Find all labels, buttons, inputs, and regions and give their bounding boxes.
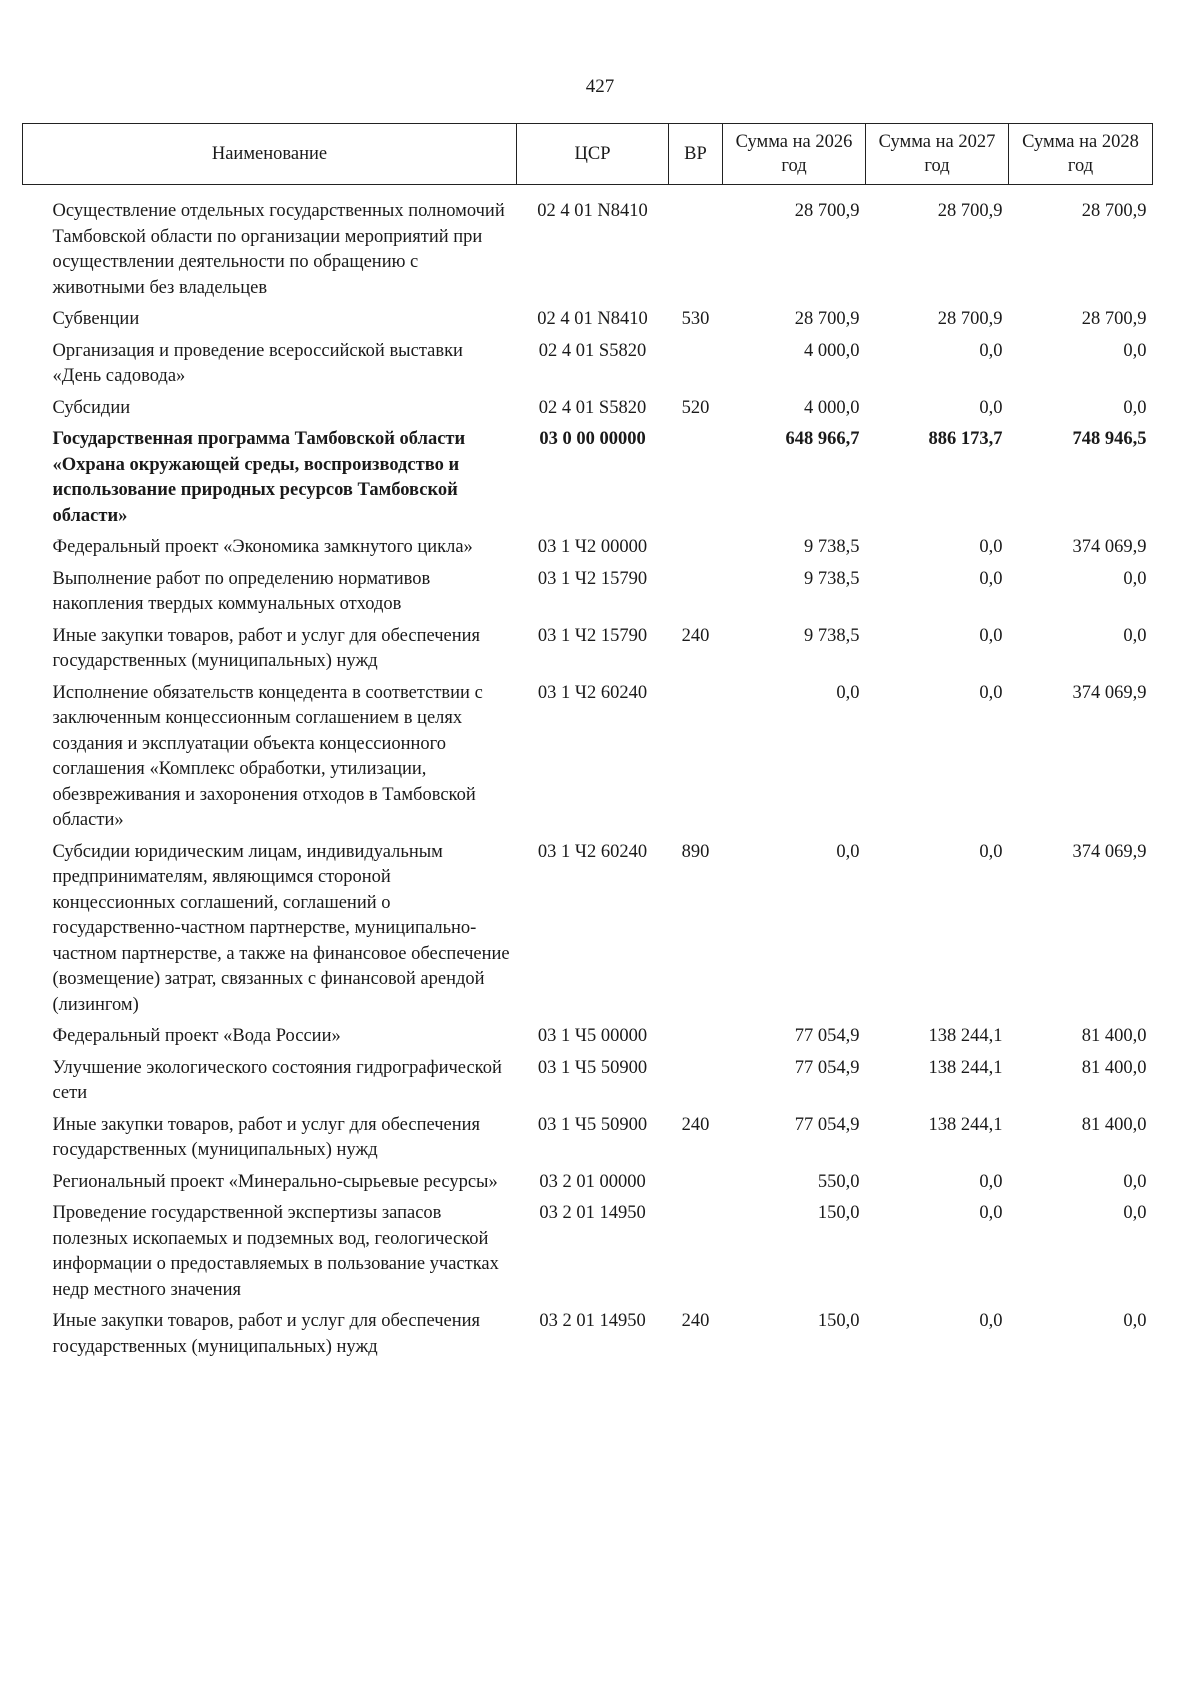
row-sum-2026: 77 054,9 — [794, 1057, 860, 1078]
row-vr — [669, 337, 723, 394]
header-sum-2026: Сумма на 2026 год — [723, 124, 866, 185]
table-row — [23, 565, 1153, 622]
row-sum-2027: 28 700,9 — [937, 201, 1003, 221]
header-sum-2027: Сумма на 2027 год — [866, 124, 1009, 185]
row-name: Субвенции — [52, 309, 140, 329]
row-vr — [669, 565, 723, 622]
row-sum-2028: 0,0 — [1123, 1203, 1147, 1223]
row-name: Выполнение работ по определению нормативов накопления твердых коммунальных отходов — [52, 568, 431, 614]
row-sum-2026: 150,0 — [817, 1311, 860, 1331]
table-row — [23, 1054, 1153, 1111]
table-row — [23, 1168, 1153, 1200]
row-vr: 520 — [681, 397, 710, 418]
row-vr: 530 — [681, 309, 710, 329]
table-row — [23, 679, 1153, 838]
row-csr: 03 1 Ч5 50900 — [537, 1114, 648, 1135]
row-sum-2027: 138 244,1 — [928, 1114, 1003, 1135]
row-vr: 890 — [681, 841, 710, 862]
row-sum-2026: 9 738,5 — [804, 568, 860, 589]
row-csr: 02 4 01 S5820 — [538, 397, 647, 418]
row-sum-2028: 0,0 — [1123, 568, 1147, 589]
row-csr: 03 0 00 00000 — [539, 429, 646, 449]
row-sum-2026: 0,0 — [836, 841, 860, 862]
table-row — [23, 1199, 1153, 1307]
row-sum-2027: 0,0 — [979, 1203, 1003, 1223]
page-number: 427 — [585, 76, 615, 97]
table-row — [23, 337, 1153, 394]
row-csr: 03 1 Ч2 00000 — [537, 537, 648, 557]
row-sum-2027: 138 244,1 — [928, 1057, 1003, 1078]
row-sum-2026: 28 700,9 — [794, 309, 860, 329]
row-sum-2028: 0,0 — [1123, 1171, 1147, 1192]
table-row — [23, 305, 1153, 337]
row-sum-2027: 0,0 — [979, 1171, 1003, 1192]
table-row-program — [23, 425, 1153, 533]
row-sum-2027: 0,0 — [979, 397, 1003, 418]
row-sum-2028: 374 069,9 — [1072, 537, 1147, 557]
row-vr — [669, 679, 723, 838]
row-csr: 03 1 Ч5 50900 — [537, 1057, 648, 1078]
row-csr: 03 2 01 14950 — [539, 1203, 646, 1223]
row-sum-2028: 0,0 — [1123, 397, 1147, 418]
table-row — [23, 622, 1153, 679]
table-row — [23, 838, 1153, 1023]
row-sum-2026: 550,0 — [817, 1171, 860, 1192]
table-header — [23, 124, 1153, 185]
row-name: Субсидии юридическим лицам, индивидуальным предпринимателям, являющимся стороной концессионных соглашений, соглашений о государственно-частном партнерстве, муниципально-частном партнерстве, а также на финансовое обеспечение (возмещение) затрат, связанных с финансовой арендой (лизингом) — [52, 841, 510, 1015]
row-sum-2027: 28 700,9 — [937, 309, 1003, 329]
row-csr: 03 1 Ч2 15790 — [537, 568, 648, 589]
row-vr — [669, 1022, 723, 1054]
row-sum-2028: 28 700,9 — [1081, 309, 1147, 329]
row-sum-2026: 0,0 — [836, 682, 860, 703]
row-name: Организация и проведение всероссийской выставки «День садовода» — [52, 340, 463, 386]
row-name: Региональный проект «Минерально-сырьевые ресурсы» — [52, 1171, 498, 1192]
row-vr: 240 — [681, 1311, 710, 1331]
row-sum-2027: 0,0 — [979, 340, 1003, 361]
row-sum-2027: 0,0 — [979, 537, 1003, 557]
row-sum-2026: 77 054,9 — [794, 1114, 860, 1135]
row-sum-2026: 77 054,9 — [794, 1026, 860, 1046]
row-name: Иные закупки товаров, работ и услуг для обеспечения государственных (муниципальных) нужд — [52, 1114, 481, 1160]
row-sum-2028: 748 946,5 — [1072, 429, 1147, 449]
table-row — [23, 1111, 1153, 1168]
row-vr — [669, 185, 723, 306]
row-sum-2027: 0,0 — [979, 625, 1003, 646]
header-sum-2028: Сумма на 2028 год — [1009, 124, 1153, 185]
row-sum-2026: 9 738,5 — [804, 625, 860, 646]
row-csr: 03 1 Ч2 60240 — [537, 841, 648, 862]
table-row — [23, 394, 1153, 426]
row-sum-2028: 0,0 — [1123, 340, 1147, 361]
row-sum-2026: 648 966,7 — [785, 429, 860, 449]
row-vr — [669, 1054, 723, 1111]
row-name: Исполнение обязательств концедента в соответствии с заключенным концессионным соглашением в целях создания и эксплуатации объекта концессионного соглашения «Комплекс обработки, утилизации, обезвреживания и захоронения отходов в Тамбовской области» — [52, 682, 483, 830]
row-sum-2027: 0,0 — [979, 1311, 1003, 1331]
row-csr: 03 2 01 00000 — [539, 1171, 646, 1192]
row-vr: 240 — [681, 625, 710, 646]
row-name: Государственная программа Тамбовской области «Охрана окружающей среды, воспроизводство и использование природных ресурсов Тамбовской области» — [52, 429, 466, 526]
row-csr: 02 4 01 S5820 — [538, 340, 647, 361]
row-name: Осуществление отдельных государственных полномочий Тамбовской области по организации мероприятий при осуществлении деятельности по обращению с животными без владельцев — [52, 201, 505, 298]
budget-table — [22, 123, 1153, 1364]
row-sum-2026: 28 700,9 — [794, 201, 860, 221]
table-row — [23, 1307, 1153, 1364]
row-csr: 02 4 01 N8410 — [537, 201, 648, 221]
row-sum-2028: 81 400,0 — [1081, 1057, 1147, 1078]
row-name: Федеральный проект «Вода России» — [52, 1026, 341, 1046]
row-sum-2026: 150,0 — [817, 1203, 860, 1223]
table-row — [23, 533, 1153, 565]
table-row — [23, 185, 1153, 306]
row-sum-2027: 886 173,7 — [928, 429, 1003, 449]
row-sum-2028: 0,0 — [1123, 625, 1147, 646]
row-vr — [669, 1199, 723, 1307]
row-name: Иные закупки товаров, работ и услуг для обеспечения государственных (муниципальных) нужд — [52, 1311, 481, 1357]
row-vr: 240 — [681, 1114, 710, 1135]
row-vr — [669, 533, 723, 565]
row-sum-2027: 0,0 — [979, 568, 1003, 589]
row-vr — [669, 425, 723, 533]
header-vr: ВР — [669, 124, 723, 185]
row-name: Субсидии — [52, 397, 131, 418]
row-csr: 03 1 Ч5 00000 — [537, 1026, 648, 1046]
row-csr: 03 1 Ч2 60240 — [537, 682, 648, 703]
row-sum-2027: 138 244,1 — [928, 1026, 1003, 1046]
row-name: Проведение государственной экспертизы запасов полезных ископаемых и подземных вод, геологической информации о предоставляемых в пользование участках недр местного значения — [52, 1203, 499, 1300]
row-sum-2028: 81 400,0 — [1081, 1114, 1147, 1135]
row-name: Иные закупки товаров, работ и услуг для обеспечения государственных (муниципальных) нужд — [52, 625, 481, 671]
header-csr: ЦСР — [517, 124, 669, 185]
row-sum-2027: 0,0 — [979, 841, 1003, 862]
row-sum-2026: 4 000,0 — [804, 340, 860, 361]
row-sum-2026: 4 000,0 — [804, 397, 860, 418]
row-sum-2028: 81 400,0 — [1081, 1026, 1147, 1046]
row-name: Улучшение экологического состояния гидрографической сети — [52, 1057, 502, 1103]
row-csr: 03 1 Ч2 15790 — [537, 625, 648, 646]
row-sum-2028: 0,0 — [1123, 1311, 1147, 1331]
row-sum-2026: 9 738,5 — [804, 537, 860, 557]
row-name: Федеральный проект «Экономика замкнутого цикла» — [52, 537, 473, 557]
table-row — [23, 1022, 1153, 1054]
row-vr — [669, 1168, 723, 1200]
row-sum-2028: 374 069,9 — [1072, 682, 1147, 703]
row-sum-2027: 0,0 — [979, 682, 1003, 703]
row-csr: 03 2 01 14950 — [539, 1311, 646, 1331]
row-csr: 02 4 01 N8410 — [537, 309, 648, 329]
header-name: Наименование — [23, 124, 517, 185]
row-sum-2028: 374 069,9 — [1072, 841, 1147, 862]
row-sum-2028: 28 700,9 — [1081, 201, 1147, 221]
